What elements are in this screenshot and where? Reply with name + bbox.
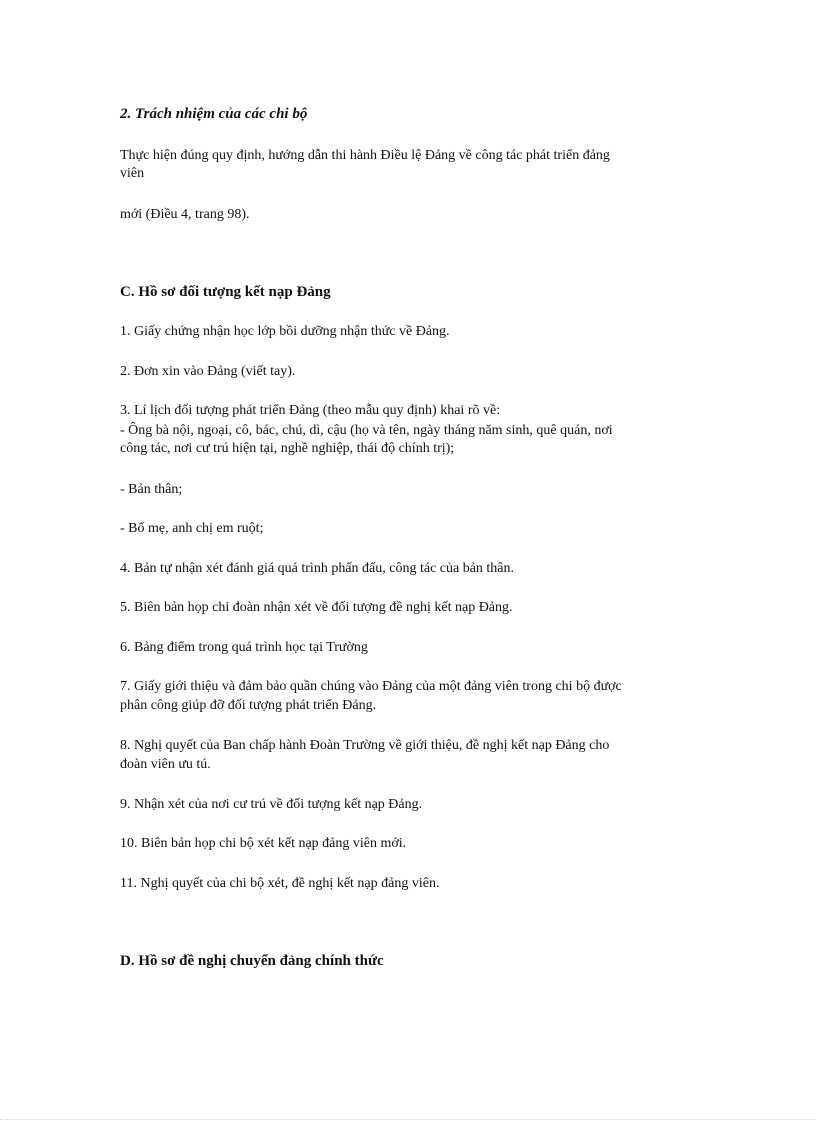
section-2-paragraph-line-1: Thực hiện đúng quy định, hướng dẫn thi hành Điều lệ Đảng về công tác phát triển đảng — [120, 148, 610, 163]
list-item: 10. Biên bản họp chi bộ xét kết nạp đảng viên mới. — [120, 836, 407, 851]
list-item: phân công giúp đỡ đối tượng phát triển Đảng. — [120, 698, 377, 713]
section-2-heading: 2. Trách nhiệm của các chi bộ — [120, 106, 308, 122]
section-2-paragraph-line-3: mới (Điều 4, trang 98). — [120, 207, 250, 222]
page-bottom-divider — [0, 1119, 816, 1120]
list-item: 4. Bản tự nhận xét đánh giá quá trình phấn đấu, công tác của bản thân. — [120, 561, 515, 576]
section-c-heading: C. Hồ sơ đối tượng kết nạp Đảng — [120, 284, 331, 300]
section-d-heading: D. Hồ sơ đề nghị chuyển đảng chính thức — [120, 953, 384, 969]
list-item: 5. Biên bản họp chi đoàn nhận xét về đối tượng đề nghị kết nạp Đảng. — [120, 600, 513, 615]
section-2-paragraph-line-2: viên — [120, 166, 145, 181]
list-item: đoàn viên ưu tú. — [120, 757, 211, 772]
list-item: 9. Nhận xét của nơi cư trú về đối tượng kết nạp Đảng. — [120, 797, 423, 812]
list-item: - Bố mẹ, anh chị em ruột; — [120, 521, 264, 536]
list-item: 8. Nghị quyết của Ban chấp hành Đoàn Trường về giới thiệu, đề nghị kết nạp Đảng cho — [120, 738, 610, 753]
list-item: - Ông bà nội, ngoại, cô, bác, chú, dì, cậu (họ và tên, ngày tháng năm sinh, quê quán, nơi — [120, 423, 613, 438]
list-item: 1. Giấy chứng nhận học lớp bồi dưỡng nhận thức về Đảng. — [120, 324, 450, 339]
list-item: 3. Lí lịch đối tượng phát triển Đảng (theo mẫu quy định) khai rõ về: — [120, 403, 501, 418]
list-item: 11. Nghị quyết của chi bộ xét, đề nghị kết nạp đảng viên. — [120, 876, 440, 891]
list-item: công tác, nơi cư trú hiện tại, nghề nghiệp, thái độ chính trị); — [120, 441, 455, 456]
list-item: - Bản thân; — [120, 482, 183, 497]
list-item: 2. Đơn xin vào Đảng (viết tay). — [120, 364, 296, 379]
list-item: 7. Giấy giới thiệu và đảm bảo quần chúng vào Đảng của một đảng viên trong chi bộ được — [120, 679, 622, 694]
list-item: 6. Bảng điểm trong quá trình học tại Trường — [120, 640, 368, 655]
